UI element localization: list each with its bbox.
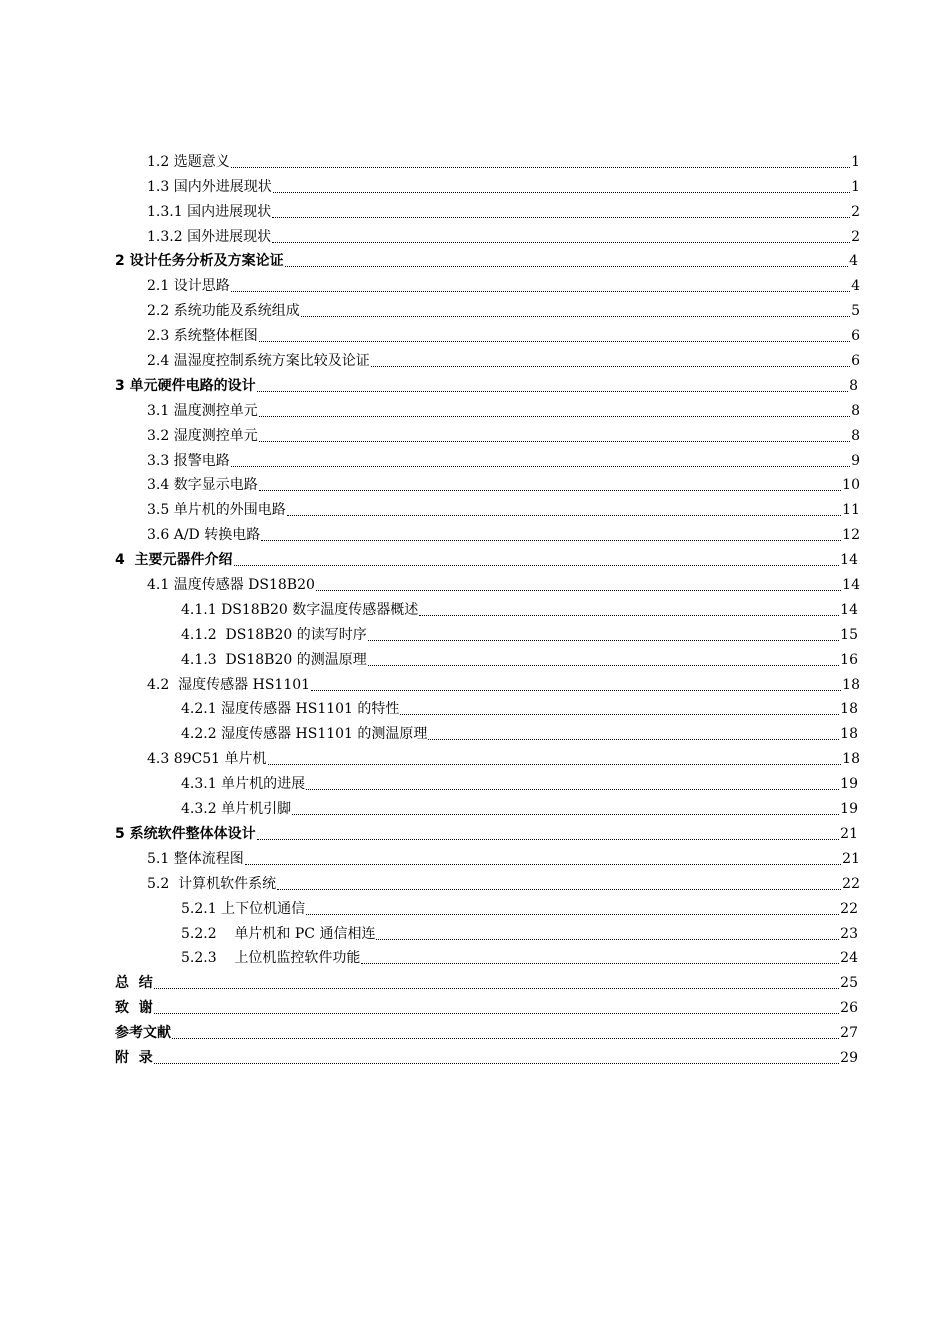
toc-leader-dots	[376, 938, 839, 940]
toc-entry-page-number: 4	[851, 278, 860, 295]
toc-entry[interactable]	[0, 945, 950, 970]
toc-entry-title: 3.5 单片机的外围电路	[147, 502, 286, 519]
toc-entry[interactable]	[0, 696, 950, 721]
toc-leader-dots	[292, 813, 839, 815]
toc-entry[interactable]	[0, 397, 950, 422]
toc-leader-dots	[301, 315, 850, 317]
toc-entry[interactable]	[0, 646, 950, 671]
toc-entry[interactable]	[0, 1019, 950, 1044]
toc-entry[interactable]	[0, 1044, 950, 1069]
toc-entry-page-number: 21	[840, 825, 858, 842]
toc-entry-title: 3.2 湿度测控单元	[147, 427, 258, 444]
toc-leader-dots	[231, 166, 850, 168]
toc-leader-dots	[245, 863, 841, 865]
toc-entry[interactable]	[0, 671, 950, 696]
toc-entry-title: 2.4 温湿度控制系统方案比较及论证	[147, 353, 370, 370]
toc-entry[interactable]	[0, 820, 950, 845]
toc-leader-dots	[368, 639, 839, 641]
toc-leader-dots	[154, 987, 839, 989]
toc-entry-title: 总 结	[115, 975, 153, 992]
toc-entry-title: 3.6 A/D 转换电路	[147, 527, 261, 544]
toc-entry-page-number: 18	[840, 726, 858, 743]
toc-leader-dots	[419, 614, 839, 616]
toc-entry[interactable]	[0, 447, 950, 472]
toc-leader-dots	[306, 913, 839, 915]
toc-leader-dots	[231, 465, 850, 467]
toc-leader-dots	[259, 440, 850, 442]
toc-entry[interactable]	[0, 895, 950, 920]
toc-entry[interactable]	[0, 920, 950, 945]
toc-entry-title: 4.2.2 湿度传感器 HS1101 的测温原理	[181, 726, 428, 743]
toc-entry-title: 1.3.2 国外进展现状	[147, 228, 272, 245]
toc-entry-title: 附 录	[115, 1049, 153, 1066]
toc-entry-title: 4.1.1 DS18B20 数字温度传感器概述	[181, 601, 419, 618]
toc-entry-page-number: 19	[840, 801, 858, 818]
toc-entry-page-number: 9	[851, 452, 860, 469]
toc-entry[interactable]	[0, 870, 950, 895]
toc-entry-page-number: 19	[840, 776, 858, 793]
toc-entry-page-number: 1	[851, 178, 860, 195]
toc-entry-page-number: 8	[851, 402, 860, 419]
toc-entry-page-number: 29	[840, 1049, 858, 1066]
toc-entry-title: 4.2.1 湿度传感器 HS1101 的特性	[181, 701, 400, 718]
toc-entry-title: 4.2 湿度传感器 HS1101	[147, 676, 311, 693]
toc-entry-page-number: 22	[842, 875, 860, 892]
toc-entry-title: 5.2.1 上下位机通信	[181, 900, 306, 917]
toc-entry[interactable]	[0, 496, 950, 521]
toc-entry-page-number: 10	[842, 477, 860, 494]
toc-entry[interactable]	[0, 198, 950, 223]
toc-entry-page-number: 15	[840, 626, 858, 643]
toc-leader-dots	[234, 564, 840, 566]
toc-entry-title: 5 系统软件整体体设计	[115, 825, 256, 842]
toc-entry-page-number: 22	[840, 900, 858, 917]
toc-entry-title: 4 主要元器件介绍	[115, 552, 233, 569]
toc-leader-dots	[371, 365, 850, 367]
toc-entry-page-number: 6	[851, 328, 860, 345]
toc-entry[interactable]	[0, 322, 950, 347]
toc-leader-dots	[428, 738, 839, 740]
toc-entry-title: 1.2 选题意义	[147, 153, 230, 170]
toc-entry-page-number: 4	[849, 253, 858, 270]
toc-leader-dots	[259, 340, 850, 342]
toc-entry-title: 致 谢	[115, 1000, 153, 1017]
toc-entry[interactable]	[0, 745, 950, 770]
toc-leader-dots	[273, 191, 850, 193]
toc-entry-title: 5.2 计算机软件系统	[147, 875, 277, 892]
toc-entry-page-number: 8	[849, 377, 858, 394]
toc-entry-title: 1.3.1 国内进展现状	[147, 203, 272, 220]
toc-leader-dots	[272, 241, 850, 243]
toc-entry[interactable]	[0, 297, 950, 322]
toc-entry[interactable]	[0, 372, 950, 397]
toc-entry[interactable]	[0, 546, 950, 571]
toc-entry-title: 5.1 整体流程图	[147, 850, 244, 867]
toc-entry-title: 3.3 报警电路	[147, 452, 230, 469]
toc-entry-page-number: 8	[851, 427, 860, 444]
toc-entry-title: 2.1 设计思路	[147, 278, 230, 295]
toc-entry-page-number: 1	[851, 153, 860, 170]
toc-leader-dots	[400, 713, 839, 715]
toc-leader-dots	[257, 838, 840, 840]
toc-entry-title: 5.2.3 上位机监控软件功能	[181, 950, 361, 967]
toc-entry-title: 2.2 系统功能及系统组成	[147, 303, 300, 320]
toc-leader-dots	[306, 788, 839, 790]
toc-entry-title: 5.2.2 单片机和 PC 通信相连	[181, 925, 376, 942]
toc-entry-page-number: 26	[840, 1000, 858, 1017]
toc-entry-title: 3 单元硬件电路的设计	[115, 377, 256, 394]
toc-entry-title: 4.1.3 DS18B20 的测温原理	[181, 651, 367, 668]
toc-leader-dots	[154, 1062, 839, 1064]
toc-leader-dots	[277, 888, 841, 890]
toc-entry[interactable]	[0, 173, 950, 198]
toc-entry-page-number: 23	[840, 925, 858, 942]
toc-entry-title: 2 设计任务分析及方案论证	[115, 253, 284, 270]
toc-entry-page-number: 2	[851, 228, 860, 245]
toc-entry-title: 4.1.2 DS18B20 的读写时序	[181, 626, 367, 643]
toc-entry[interactable]	[0, 521, 950, 546]
toc-entry-title: 4.3 89C51 单片机	[147, 751, 267, 768]
toc-leader-dots	[311, 689, 841, 691]
toc-entry[interactable]	[0, 621, 950, 646]
toc-entry[interactable]	[0, 272, 950, 297]
toc-entry-title: 3.1 温度测控单元	[147, 402, 258, 419]
toc-entry-page-number: 14	[842, 577, 860, 594]
toc-entry-title: 4.1 温度传感器 DS18B20	[147, 577, 315, 594]
table-of-contents	[0, 148, 950, 1069]
toc-entry-page-number: 16	[840, 651, 858, 668]
toc-entry[interactable]	[0, 770, 950, 795]
toc-leader-dots	[361, 962, 839, 964]
toc-entry-page-number: 5	[851, 303, 860, 320]
toc-entry[interactable]	[0, 422, 950, 447]
toc-entry[interactable]	[0, 994, 950, 1019]
toc-entry-page-number: 24	[840, 950, 858, 967]
toc-entry-page-number: 18	[840, 701, 858, 718]
toc-entry[interactable]	[0, 596, 950, 621]
toc-entry-title: 参考文献	[115, 1025, 171, 1042]
toc-entry-title: 1.3 国内外进展现状	[147, 178, 272, 195]
toc-leader-dots	[285, 265, 848, 267]
toc-leader-dots	[316, 589, 841, 591]
toc-entry-title: 4.3.2 单片机引脚	[181, 801, 292, 818]
toc-leader-dots	[172, 1037, 839, 1039]
toc-entry[interactable]	[0, 969, 950, 994]
toc-entry[interactable]	[0, 347, 950, 372]
toc-entry[interactable]	[0, 845, 950, 870]
toc-entry[interactable]	[0, 248, 950, 273]
toc-entry[interactable]	[0, 223, 950, 248]
toc-leader-dots	[272, 216, 850, 218]
toc-entry[interactable]	[0, 720, 950, 745]
toc-entry-page-number: 21	[842, 850, 860, 867]
toc-entry-page-number: 6	[851, 353, 860, 370]
toc-entry-page-number: 18	[842, 751, 860, 768]
toc-entry-page-number: 12	[842, 527, 860, 544]
toc-entry-title: 3.4 数字显示电路	[147, 477, 258, 494]
toc-entry-page-number: 18	[842, 676, 860, 693]
toc-entry-page-number: 2	[851, 203, 860, 220]
toc-leader-dots	[154, 1012, 839, 1014]
toc-leader-dots	[268, 763, 842, 765]
toc-entry-page-number: 25	[840, 975, 858, 992]
toc-leader-dots	[259, 489, 841, 491]
toc-entry-title: 4.3.1 单片机的进展	[181, 776, 306, 793]
toc-leader-dots	[231, 290, 850, 292]
toc-entry-page-number: 27	[840, 1025, 858, 1042]
toc-entry-title: 2.3 系统整体框图	[147, 328, 258, 345]
toc-entry-page-number: 11	[842, 502, 860, 519]
toc-entry[interactable]	[0, 571, 950, 596]
toc-leader-dots	[287, 514, 841, 516]
toc-leader-dots	[257, 390, 848, 392]
toc-entry[interactable]	[0, 472, 950, 497]
toc-leader-dots	[259, 415, 850, 417]
toc-leader-dots	[261, 539, 841, 541]
toc-entry[interactable]	[0, 148, 950, 173]
toc-entry-page-number: 14	[840, 552, 858, 569]
toc-entry-page-number: 14	[840, 601, 858, 618]
toc-entry[interactable]	[0, 795, 950, 820]
toc-leader-dots	[368, 664, 839, 666]
